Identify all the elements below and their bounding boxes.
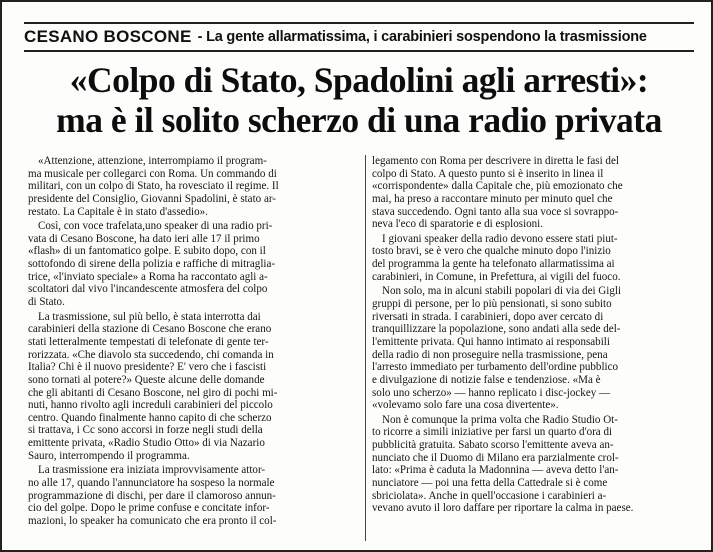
article-line: lato: «Prima è caduta la Madonnina — aveva detto l'an- [372, 464, 619, 477]
article-line: tranquillizzare la popolazione, sono andati alla sede del- [372, 323, 621, 336]
article-line: e divulgazione di notizie false e tendenziose. «Ma è [372, 373, 601, 386]
article-line: vata di Cesano Boscone, ha dato ieri alle 17 il primo [28, 232, 260, 245]
article-line: trice, «l'inviato speciale» a Roma ha raccontato agli a- [28, 270, 268, 283]
kicker-subtitle: - La gente allarmatissima, i carabinieri sospendono la trasmissione [197, 29, 647, 45]
article-line: «volevamo solo fare una cosa divertente». [372, 399, 559, 412]
article-line: «corrispondente» dalla Capitale che, più emozionato che [372, 180, 623, 193]
article-line: della radio di non proseguire nella trasmissione, pena [372, 348, 608, 361]
article-line: no alle 17, quando l'annunciatore ha sospeso la normale [28, 477, 275, 490]
article-line: neva l'eco di sparatorie e di esplosioni. [372, 218, 544, 231]
article-line: pubblicità gratuita. Sabato scorso l'emittente aveva an- [372, 439, 614, 452]
article-line: carabinieri della stazione di Cesano Boscone che erano [28, 323, 272, 336]
article-line: programmazione di dischi, per dare il clamoroso annun- [28, 489, 276, 502]
article-line: «Attenzione, attenzione, interrompiamo il program- [38, 155, 267, 167]
article-line: militari, con un colpo di Stato, ha rovesciato il regime. Il [28, 180, 279, 193]
article-body [28, 155, 702, 545]
article-line: to ricorre a simili iniziative per farsi un quarto d'ora di [372, 426, 613, 439]
article-line: del programma la gente ha telefonato allarmatissima ai [372, 258, 615, 271]
article-line: legamento con Roma per descrivere in diretta le fasi del [372, 155, 619, 167]
article-line: sottofondo di sirene della polizia e raffiche di mitraglia- [28, 258, 276, 271]
article-line: Italia? Chi è il nuovo presidente? E' vero che i fascisti [28, 361, 267, 374]
article-line: Così, con voce trafelata,uno speaker di una radio pri- [38, 220, 273, 233]
article-line: stati letteralmente tempestati di telefonate di gente ter- [28, 335, 269, 348]
article-line: che gli abitanti di Cesano Boscone, nel giro di pochi mi- [28, 386, 278, 399]
kicker-place: CESANO BOSCONE [24, 27, 192, 46]
article-line: restato. La Capitale è in stato d'assedio». [28, 205, 208, 218]
article-line: di Stato. [28, 296, 65, 309]
article-line: presidente del Consiglio, Giovanni Spadolini, è stato ar- [28, 192, 276, 205]
article-line: si trattava, i Cc sono accorsi in forze negli studi della [28, 424, 263, 437]
article-line: carabinieri, in Comune, in Prefettura, ai vigili del fuoco. [372, 270, 621, 283]
article-line: cio del golpe. Dopo le prime confuse e concitate infor- [28, 502, 270, 515]
article-line: emittente privata, «Radio Studio Otto» di via Nazario [28, 437, 265, 450]
article-line: riversati in strada. I carabinieri, dopo aver cercato di [372, 310, 604, 323]
article-line: I giovani speaker della radio devono essere stati piut- [382, 232, 618, 245]
article-line: sono tornati al potere?» Queste alcune delle domande [28, 373, 265, 386]
article-column-left [28, 155, 358, 528]
column-divider [365, 155, 366, 541]
article-line: Sauro, interrompendo il programma. [28, 449, 190, 462]
article-line: rorizzata. «Che diavolo sta succedendo, chi comanda in [28, 348, 274, 361]
article-line: nunciatore — poi una fetta della Cattedrale si è come [372, 477, 608, 490]
article-line: vevano avuto il loro daffare per riportare la calma in paese. [372, 502, 634, 515]
article-line: La trasmissione era iniziata improvvisamente attor- [38, 464, 266, 477]
headline [16, 60, 702, 140]
article-line: l'emittente privata. Qui hanno intimato ai responsabili [372, 335, 610, 348]
article-line: tosto bravi, se è vero che qualche minuto dopo l'inizio [372, 245, 611, 258]
article-column-right [372, 155, 702, 515]
article-line: mai, ha preso a raccontare minuto per minuto quel che [372, 192, 613, 205]
article-line: Non è comunque la prima volta che Radio Studio Ot- [382, 413, 618, 426]
headline-line-2: ma è il solito scherzo di una radio privata [56, 100, 662, 140]
article-line: colpo di Stato. A questo punto si è inserito in linea il [372, 167, 604, 180]
article-line: mazioni, lo speaker ha comunicato che era pronto il col- [28, 514, 277, 527]
article-line: nuti, hanno rivolto agli increduli carabinieri del piccolo [28, 399, 273, 412]
headline-line-1: «Colpo di Stato, Spadolini agli arresti»: [69, 60, 649, 100]
article-line: Non solo, ma in alcuni stabili popolari di via dei Gigli [382, 285, 622, 298]
article-line: gruppi di persone, per lo più pensionati, si sono subito [372, 298, 612, 311]
article-line: «flash» di un fantomatico golpe. E subito dopo, con il [28, 245, 266, 258]
article-line: sbriciolata». Anche in quell'occasione i carabinieri a- [372, 489, 607, 502]
article-line: stava succedendo. Ogni tanto alla sua voce si sovrappo- [372, 205, 619, 218]
article-line: La trasmissione, sul più bello, è stata interrotta dai [38, 310, 261, 323]
article-line: l'arresto immediato per turbamento dell'ordine pubblico [372, 361, 619, 374]
article-line: nunciato che il Duomo di Milano era parzialmente crol- [372, 451, 619, 464]
article-line: scoltatori dal vivo l'incandescente atmosfera del colpo [28, 283, 268, 296]
kicker-bar [24, 22, 694, 52]
article-line: solo uno scherzo» — hanno replicato i disc-jockey — [372, 386, 611, 399]
article-line: centro. Quando finalmente hanno capito di che scherzo [28, 411, 272, 424]
article-line: ma musicale per collegarci con Roma. Un commando di [28, 167, 277, 180]
